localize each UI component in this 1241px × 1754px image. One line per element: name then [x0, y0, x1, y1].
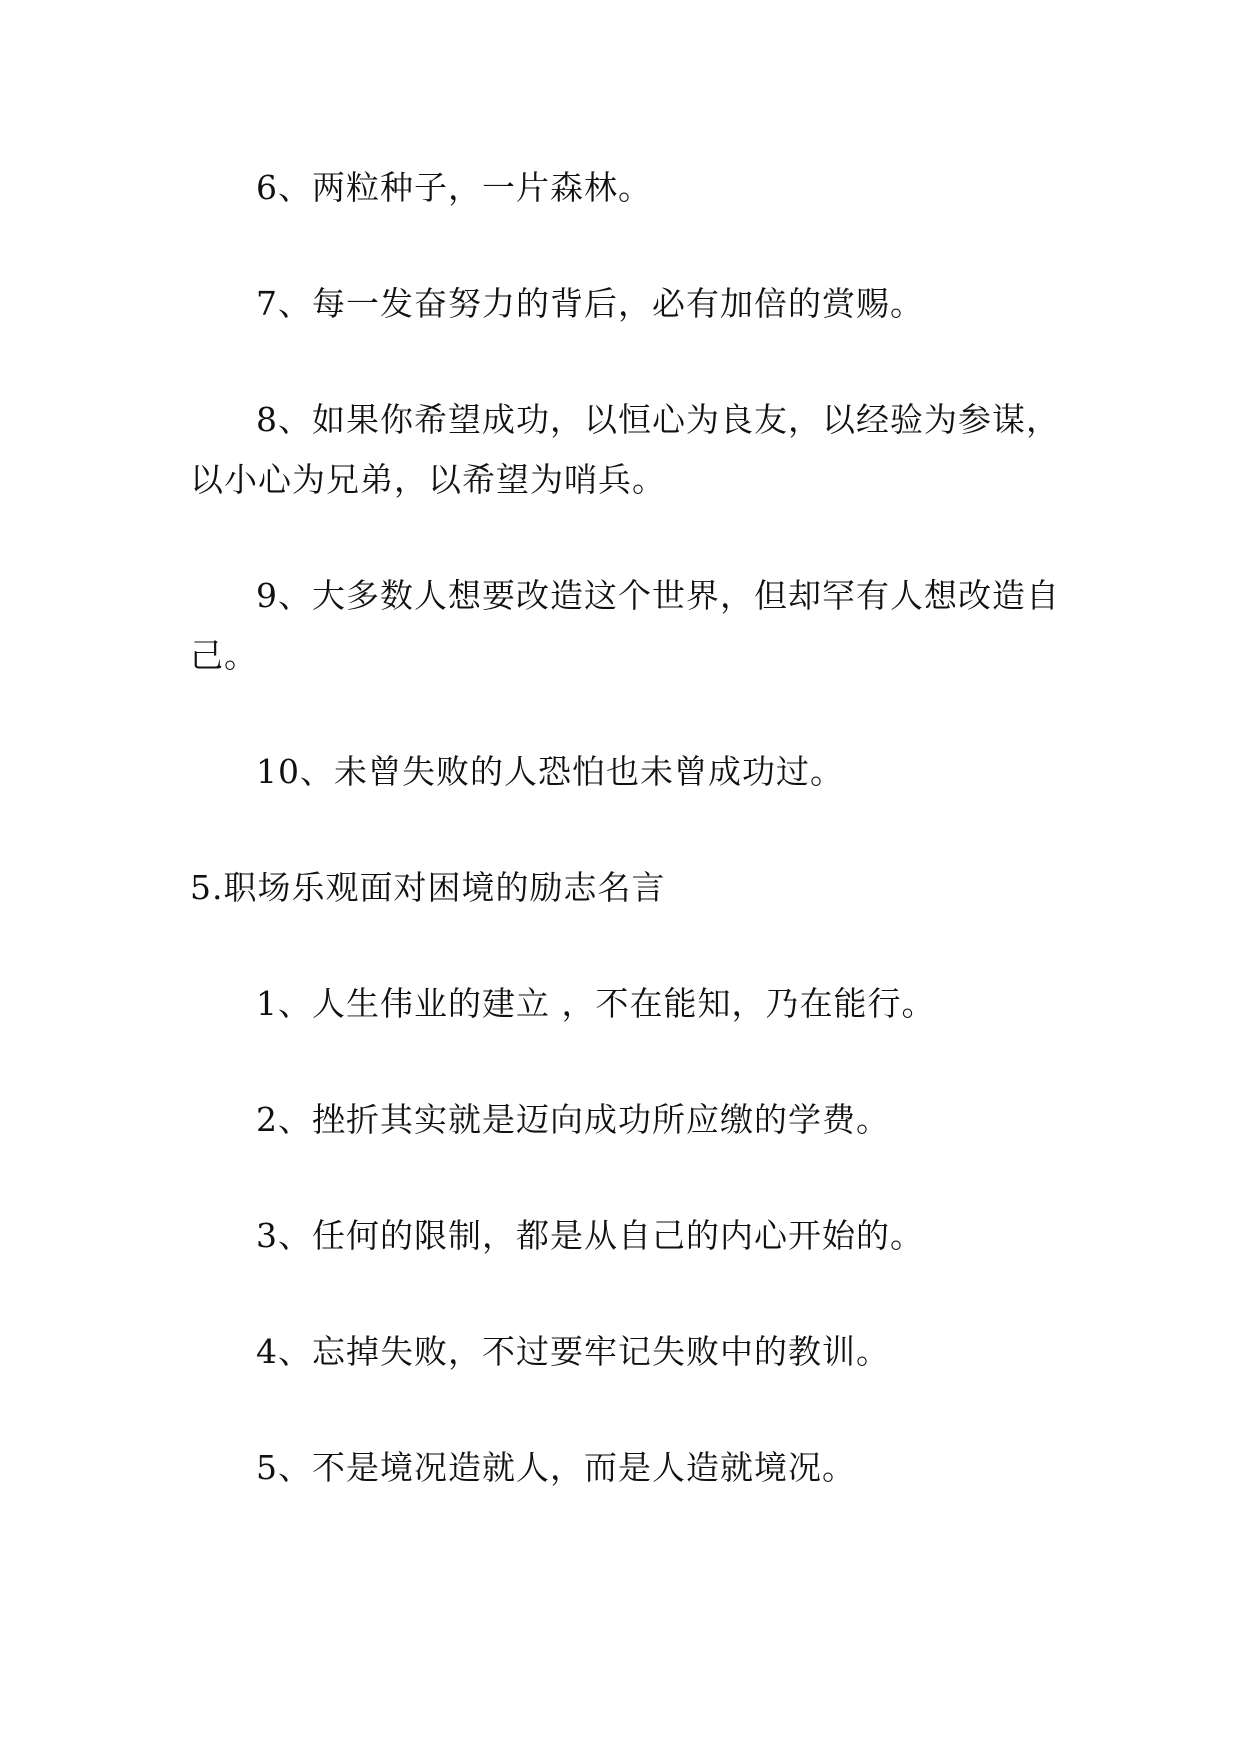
quote-item-9: 9、大多数人想要改造这个世界，但却罕有人想改造自己。	[190, 576, 1060, 675]
quote-item-10: 10、未曾失败的人恐怕也未曾成功过。	[256, 752, 844, 791]
section-heading: 5.职场乐观面对困境的励志名言	[190, 868, 666, 907]
quote-item-6: 6、两粒种子，一片森林。	[256, 168, 652, 207]
section5-quote-item-5: 5、不是境况造就人，而是人造就境况。	[256, 1448, 856, 1487]
section5-quote-item-2: 2、挫折其实就是迈向成功所应缴的学费。	[256, 1100, 890, 1139]
section5-quote-item-1: 1、人生伟业的建立 ，不在能知，乃在能行。	[256, 984, 936, 1023]
section5-quote-item-3: 3、任何的限制，都是从自己的内心开始的。	[256, 1216, 924, 1255]
section5-quote-item-4: 4、忘掉失败，不过要牢记失败中的教训。	[256, 1332, 890, 1371]
quote-item-8: 8、如果你希望成功，以恒心为良友，以经验为参谋，以小心为兄弟，以希望为哨兵。	[190, 400, 1060, 499]
document-body	[190, 158, 1068, 1554]
quote-item-7: 7、每一发奋努力的背后，必有加倍的赏赐。	[256, 284, 924, 323]
